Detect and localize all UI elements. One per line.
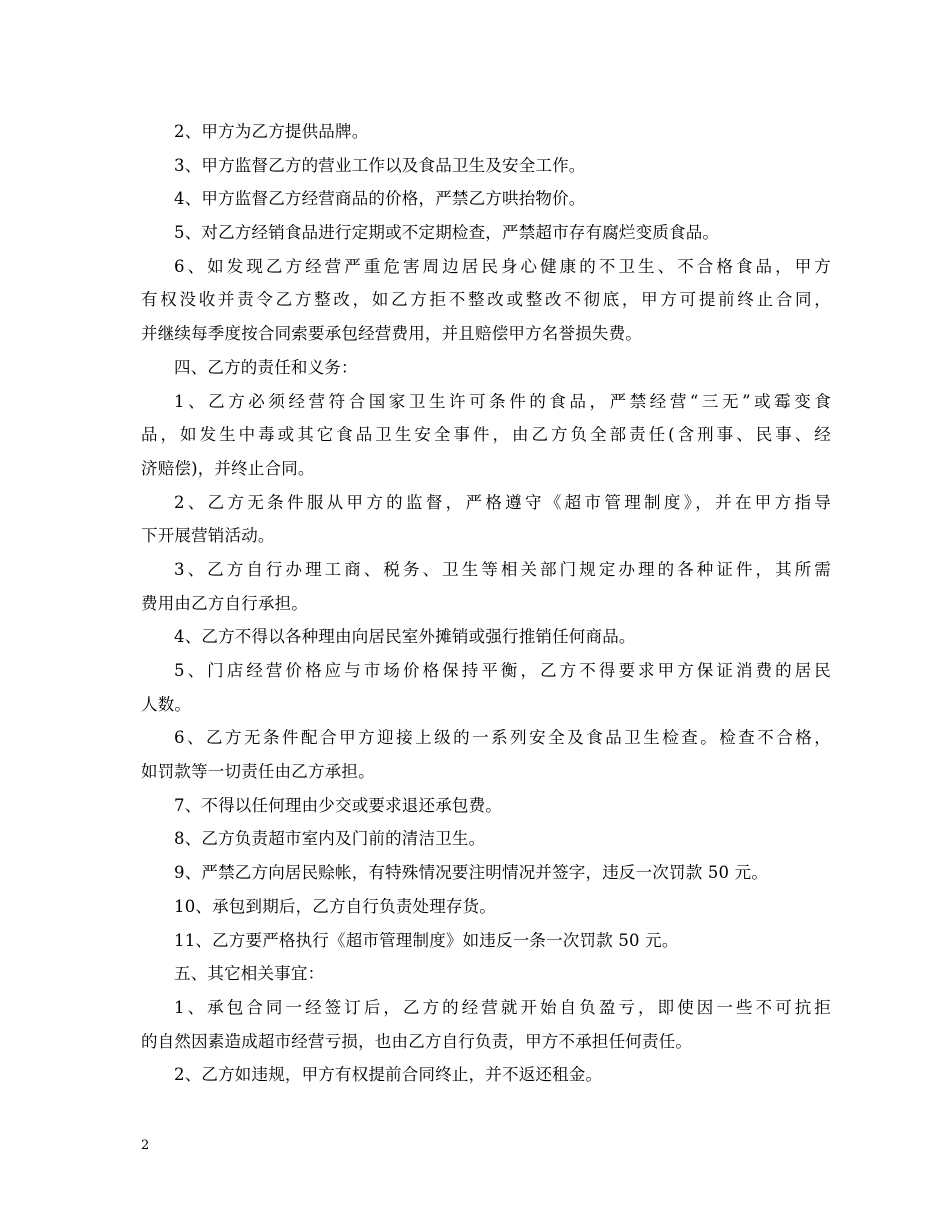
text-line: 5、对乙方经销食品进行定期或不定期检查，严禁超市存有腐烂变质食品。 bbox=[174, 223, 720, 243]
text-line: 的自然因素造成超市经营亏损，也由乙方自行负责，甲方不承担任何责任。 bbox=[141, 1031, 693, 1051]
text-line: 济赔偿)，并终止合同。 bbox=[141, 458, 315, 478]
text-line: 费用由乙方自行承担。 bbox=[141, 593, 308, 613]
text-line: 下开展营销活动。 bbox=[141, 526, 275, 546]
text-line: 人数。 bbox=[141, 694, 192, 714]
document-body bbox=[141, 115, 831, 1092]
text-line: 8、乙方负责超市室内及门前的清洁卫生。 bbox=[174, 829, 486, 849]
text-line: 11、乙方要严格执行《超市管理制度》如违反一条一次罚款 50 元。 bbox=[174, 930, 679, 950]
text-line: 2、甲方为乙方提供品牌。 bbox=[174, 122, 369, 141]
text-line: 有权没收并责令乙方整改，如乙方拒不整改或整改不彻底，甲方可提前终止合同， bbox=[141, 290, 831, 310]
text-line: 2、乙方无条件服从甲方的监督，严格遵守《超市管理制度》，并在甲方指导 bbox=[174, 492, 831, 512]
text-line: 1、乙方必须经营符合国家卫生许可条件的食品，严禁经营“三无”或霉变食 bbox=[174, 391, 831, 411]
text-line: 2、乙方如违规，甲方有权提前合同终止，并不返还租金。 bbox=[174, 1065, 603, 1085]
text-line: 7、不得以任何理由少交或要求退还承包费。 bbox=[174, 795, 502, 815]
text-line: 9、严禁乙方向居民赊帐，有特殊情况要注明情况并签字，违反一次罚款 50 元。 bbox=[174, 863, 769, 883]
text-line: 并继续每季度按合同索要承包经营费用，并且赔偿甲方名誉损失费。 bbox=[141, 324, 642, 344]
page-number: 2 bbox=[141, 1138, 150, 1153]
text-line: 4、甲方监督乙方经营商品的价格，严禁乙方哄抬物价。 bbox=[174, 189, 586, 209]
text-line: 4、乙方不得以各种理由向居民室外摊销或强行推销任何商品。 bbox=[174, 627, 636, 647]
text-line: 6、乙方无条件配合甲方迎接上级的一系列安全及食品卫生检查。检查不合格， bbox=[174, 728, 831, 748]
text-line: 5、门店经营价格应与市场价格保持平衡，乙方不得要求甲方保证消费的居民 bbox=[174, 661, 831, 680]
text-line: 1、承包合同一经签订后，乙方的经营就开始自负盈亏，即使因一些不可抗拒 bbox=[174, 997, 831, 1017]
text-line: 品，如发生中毒或其它食品卫生安全事件，由乙方负全部责任(含刑事、民事、经 bbox=[141, 425, 831, 445]
text-line: 如罚款等一切责任由乙方承担。 bbox=[141, 762, 375, 782]
text-line: 3、乙方自行办理工商、税务、卫生等相关部门规定办理的各种证件，其所需 bbox=[174, 559, 831, 579]
text-line: 五、其它相关事宜： bbox=[174, 964, 325, 984]
text-line: 10、承包到期后，乙方自行负责处理存货。 bbox=[174, 896, 496, 916]
text-line: 四、乙方的责任和义务： bbox=[174, 357, 358, 377]
text-line: 3、甲方监督乙方的营业工作以及食品卫生及安全工作。 bbox=[174, 155, 586, 175]
text-line: 6、如发现乙方经营严重危害周边居民身心健康的不卫生、不合格食品，甲方 bbox=[174, 256, 831, 276]
